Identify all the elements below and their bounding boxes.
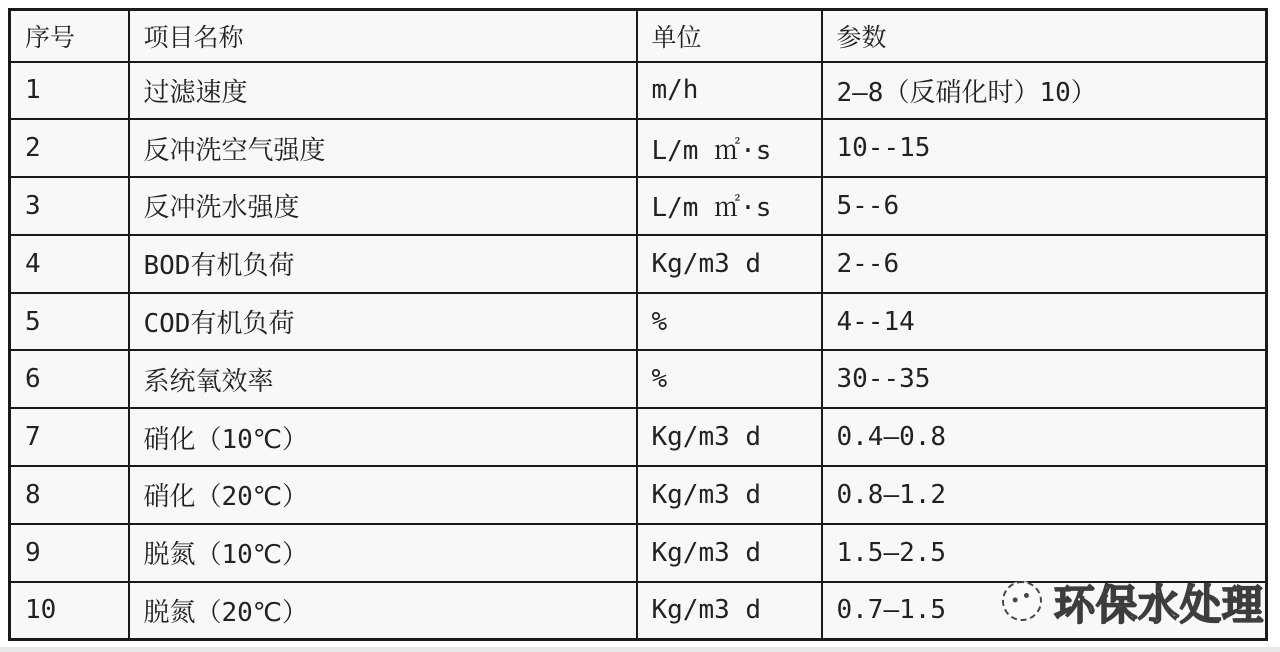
header-serial-number: 序号	[10, 10, 129, 62]
unit-cell: Kg/m3 d	[637, 582, 822, 640]
row-number-cell: 4	[10, 235, 129, 293]
param-cell: 4--14	[822, 293, 1267, 351]
param-cell: 0.7—1.5	[822, 582, 1267, 640]
row-number-cell: 2	[10, 119, 129, 177]
unit-cell: Kg/m3 d	[637, 466, 822, 524]
row-number-cell: 1	[10, 62, 129, 120]
table-row	[10, 408, 1267, 466]
row-number-cell: 8	[10, 466, 129, 524]
table-row	[10, 62, 1267, 120]
row-number-cell: 10	[10, 582, 129, 640]
unit-cell: Kg/m3 d	[637, 408, 822, 466]
row-number-cell: 6	[10, 350, 129, 408]
param-cell: 2—8（反硝化时）10）	[822, 62, 1267, 120]
param-cell: 1.5—2.5	[822, 524, 1267, 582]
table-row	[10, 582, 1267, 640]
table-row	[10, 466, 1267, 524]
unit-cell: Kg/m3 d	[637, 235, 822, 293]
parameters-table	[8, 8, 1268, 641]
item-name-cell: BOD有机负荷	[129, 235, 637, 293]
unit-cell: L/m ㎡·s	[637, 177, 822, 235]
item-name-cell: 过滤速度	[129, 62, 637, 120]
row-number-cell: 5	[10, 293, 129, 351]
watermark-text: 环保水处理	[1054, 580, 1264, 629]
table-row	[10, 524, 1267, 582]
item-name-cell: 脱氮（10℃）	[129, 524, 637, 582]
table-row	[10, 119, 1267, 177]
header-item-name: 项目名称	[129, 10, 637, 62]
param-cell: 0.8—1.2	[822, 466, 1267, 524]
header-unit: 单位	[637, 10, 822, 62]
item-name-cell: 系统氧效率	[129, 350, 637, 408]
table-row	[10, 350, 1267, 408]
header-row	[10, 10, 1267, 62]
item-name-cell: 脱氮（20℃）	[129, 582, 637, 640]
item-name-cell: COD有机负荷	[129, 293, 637, 351]
param-cell: 10--15	[822, 119, 1267, 177]
param-cell: 2--6	[822, 235, 1267, 293]
table-row	[10, 293, 1267, 351]
item-name-cell: 反冲洗空气强度	[129, 119, 637, 177]
unit-cell: m/h	[637, 62, 822, 120]
param-cell: 0.4—0.8	[822, 408, 1267, 466]
header-parameter: 参数	[822, 10, 1267, 62]
unit-cell: Kg/m3 d	[637, 524, 822, 582]
param-cell: 30--35	[822, 350, 1267, 408]
table-row	[10, 177, 1267, 235]
bottom-edge-strip	[0, 647, 1280, 652]
row-number-cell: 3	[10, 177, 129, 235]
item-name-cell: 硝化（10℃）	[129, 408, 637, 466]
row-number-cell: 7	[10, 408, 129, 466]
param-cell: 5--6	[822, 177, 1267, 235]
unit-cell: %	[637, 293, 822, 351]
table-row	[10, 235, 1267, 293]
item-name-cell: 硝化（20℃）	[129, 466, 637, 524]
row-number-cell: 9	[10, 524, 129, 582]
item-name-cell: 反冲洗水强度	[129, 177, 637, 235]
unit-cell: %	[637, 350, 822, 408]
unit-cell: L/m ㎡·s	[637, 119, 822, 177]
